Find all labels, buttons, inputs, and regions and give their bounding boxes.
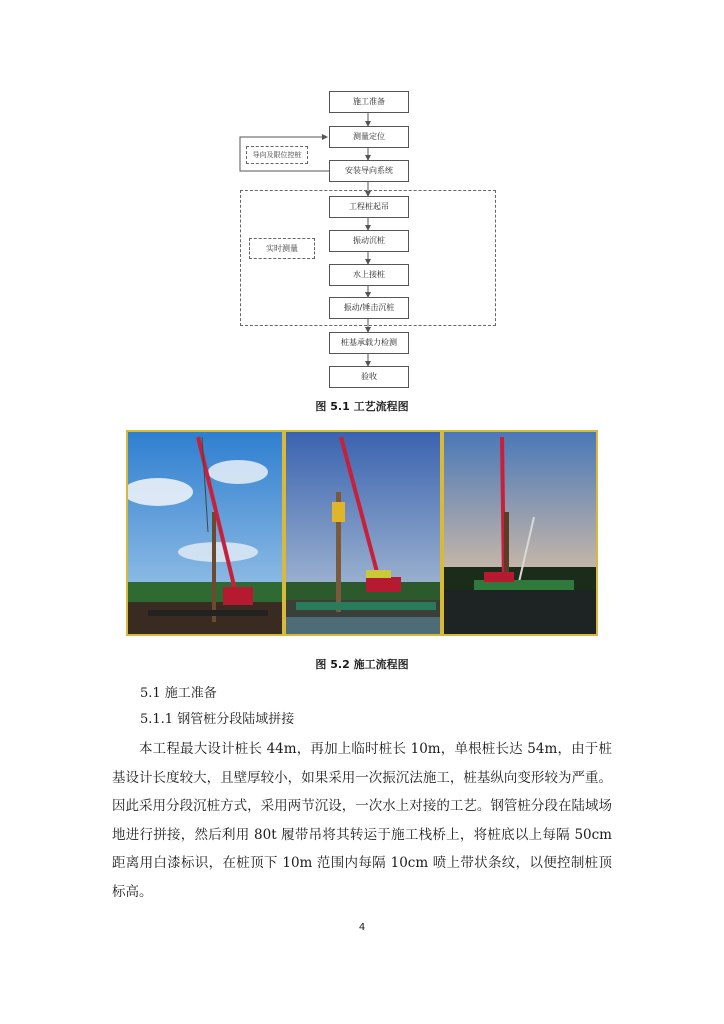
flow-step-4: 工程桩起吊 bbox=[329, 196, 409, 218]
subsection-heading: 5.1.1 钢管桩分段陆域拼接 bbox=[140, 712, 295, 727]
flow-step-6: 水上接桩 bbox=[329, 264, 409, 286]
page-number: 4 bbox=[358, 922, 366, 933]
construction-photo-1 bbox=[126, 430, 284, 636]
flow-step-8: 桩基承载力检测 bbox=[329, 332, 409, 354]
flow-step-9: 验收 bbox=[329, 366, 409, 388]
figure-5-2-caption: 图 5.2 施工流程图 bbox=[315, 658, 409, 671]
body-paragraph: 本工程最大设计桩长 44m，再加上临时桩长 10m，单根桩长达 54m，由于桩基设计长度较大，且壁厚较小，如果采用一次振沉法施工，桩基纵向变形较为严重。因此采用分段沉桩方式，采用两节沉设，一次水上对接的工艺。钢管桩分段在陆域场地进行拼接，然后利用 80t 履带吊将其转运于施工栈桥上，将桩底以上每隔 50cm 距离用白漆标识，在桩顶下 10m 范围内每隔 10cm 喷上带状条纹，以便控制桩顶标高。 bbox=[112, 741, 612, 900]
process-flowchart bbox=[0, 0, 724, 400]
section-heading: 5.1 施工准备 bbox=[140, 686, 217, 701]
flow-step-2: 测量定位 bbox=[329, 126, 409, 148]
flow-step-3: 安装导向系统 bbox=[329, 160, 409, 182]
flow-step-7: 振动/锤击沉桩 bbox=[329, 297, 409, 319]
realtime-measurement-note: 实时测量 bbox=[249, 238, 315, 259]
guide-control-note: 导向及限位控桩 bbox=[246, 146, 308, 164]
flow-step-5: 振动沉桩 bbox=[329, 230, 409, 252]
construction-photo-3 bbox=[442, 430, 598, 636]
flow-step-1: 施工准备 bbox=[329, 91, 409, 113]
figure-5-1-caption: 图 5.1 工艺流程图 bbox=[315, 400, 409, 413]
construction-photo-2 bbox=[284, 430, 442, 636]
